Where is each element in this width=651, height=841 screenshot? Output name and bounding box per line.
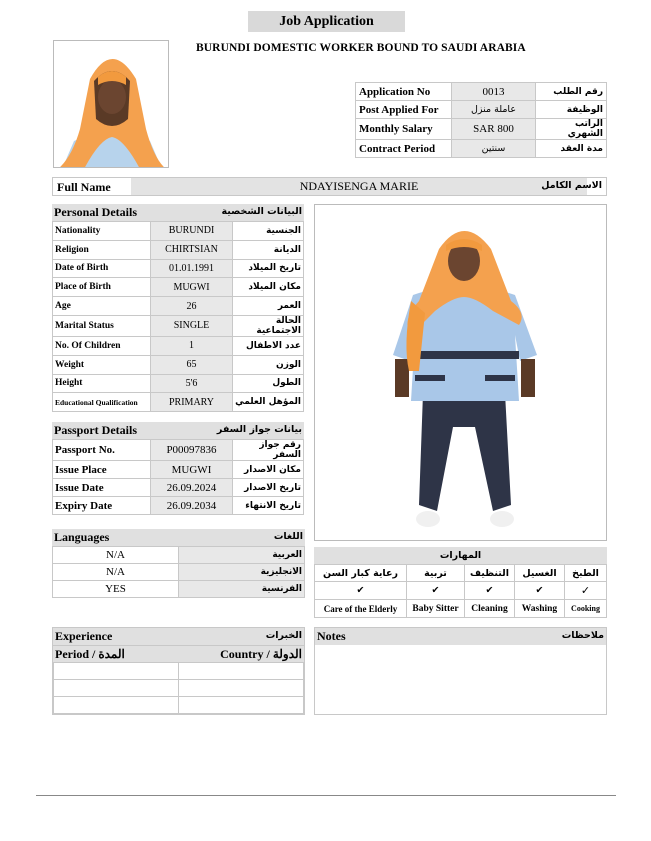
table-row: Post Applied For عاملة منزل الوظيفة [356,101,607,119]
check-icon: ✔ [407,582,465,600]
table-row: Religion CHIRTSIAN الديانة [53,240,304,259]
table-row: Monthly Salary SAR 800 الراتب الشهري [356,119,607,140]
table-row: Nationality BURUNDI الجنسية [53,222,304,241]
footer-divider [36,795,616,796]
full-name-label-ar: الاسم الكامل [541,180,602,191]
check-icon: ✔ [515,582,565,600]
skills-section [314,547,607,618]
page-title: Job Application [248,11,405,32]
experience-section [52,627,305,715]
table-row: Issue Place MUGWI مكان الاصدار [53,461,304,479]
table-row: N/A الانجليزية [53,564,305,581]
table-row: No. Of Children 1 عدد الاطفال [53,336,304,355]
passport-details-heading: Passport Details بيانات جواز السفر [54,423,302,437]
passport-details-section [52,422,304,515]
table-row [54,680,304,697]
table-row: Application No 0013 رقم الطلب [356,83,607,101]
period-column-header: Period / المدة [55,647,125,661]
table-row: Passport No. P00097836 رقم جواز السفر [53,440,304,461]
passport-details-table [52,439,304,515]
languages-section [52,529,305,598]
table-row: Expiry Date 26.09.2034 تاريخ الانتهاء [53,497,304,515]
table-row: Care of the Elderly Baby Sitter Cleaning Washing Cooking [315,600,607,618]
table-row [54,663,304,680]
table-row: Date of Birth 01.01.1991 تاريخ الميلاد [53,259,304,278]
table-row: Height 5'6 الطول [53,374,304,393]
skills-table [314,564,607,618]
notes-heading: Notes ملاحظات [317,629,604,643]
languages-heading: Languages اللغات [54,530,303,544]
table-row: رعاية كبار السن تربية التنظيف الغسيل الطبخ [315,565,607,582]
page-subtitle: BURUNDI DOMESTIC WORKER BOUND TO SAUDI ARABIA [196,42,526,54]
table-row [54,697,304,714]
notes-section [314,627,607,715]
application-table [355,82,607,158]
full-name-value: NDAYISENGA MARIE [131,178,587,195]
languages-table [52,546,305,598]
table-row [315,582,607,600]
table-row: Contract Period سنتين مدة العقد [356,140,607,158]
table-row: Place of Birth MUGWI مكان الميلاد [53,278,304,297]
check-icon: ✔ [315,582,407,600]
experience-columns [53,645,304,662]
table-row: YES الفرنسية [53,581,305,598]
skills-heading: المهارات [314,547,607,564]
full-body-photo [314,204,607,541]
table-row: Age 26 العمر [53,297,304,316]
table-row: N/A العربية [53,547,305,564]
experience-table [53,662,304,714]
check-icon: ✔ [465,582,515,600]
experience-heading: Experience الخبرات [55,629,302,643]
table-row: Educational Qualification PRIMARY المؤهل العلمي [53,393,304,412]
headshot-photo [53,40,169,168]
full-name-label: Full Name [57,180,111,194]
check-icon: ✓ [565,582,607,600]
table-row: Issue Date 26.09.2024 تاريخ الاصدار [53,479,304,497]
personal-details-table [52,221,304,412]
table-row: Marital Status SINGLE الحالة الاجتماعية [53,315,304,336]
full-name-row [52,177,607,196]
country-column-header: Country / الدولة [220,647,302,661]
table-row: Weight 65 الوزن [53,355,304,374]
personal-details-heading: Personal Details البيانات الشخصية [54,205,302,219]
personal-details-section [52,204,304,412]
